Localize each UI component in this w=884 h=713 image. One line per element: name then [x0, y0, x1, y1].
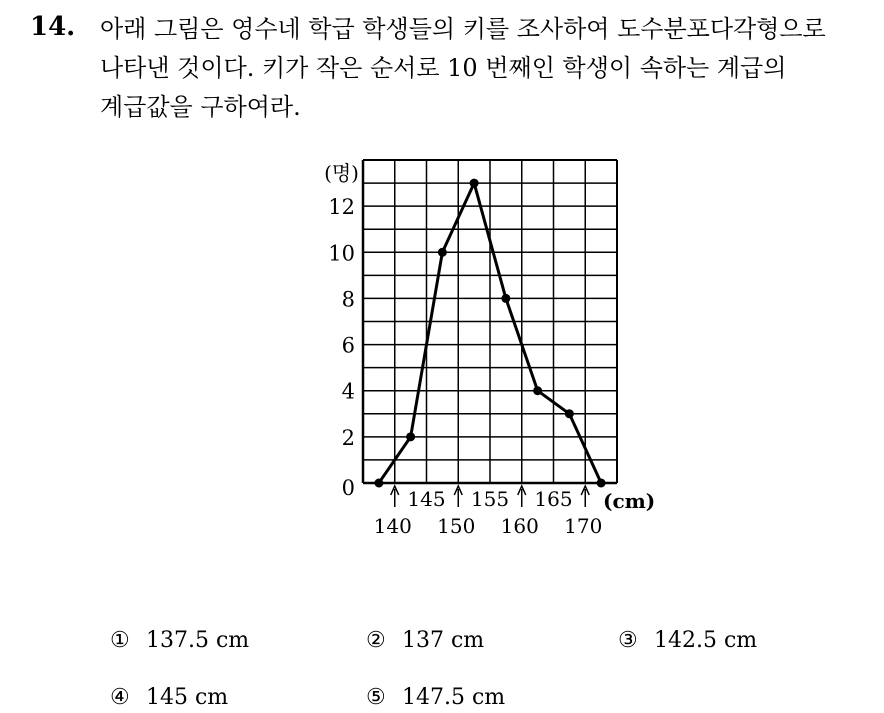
choice-mark: ⑤ — [366, 685, 386, 710]
choice-mark: ③ — [618, 628, 638, 653]
choice-mark: ④ — [110, 685, 130, 710]
choice-1[interactable] — [110, 626, 249, 656]
data-point — [374, 479, 383, 488]
question-number: 14. — [30, 12, 76, 42]
data-point — [470, 179, 479, 188]
y-unit-label: (명) — [324, 161, 359, 185]
x-tick-label-upper: 145 — [407, 487, 446, 511]
choice-3[interactable] — [618, 626, 757, 656]
y-tick-label: 4 — [341, 379, 355, 404]
y-tick-label: 6 — [341, 333, 355, 358]
question-text-line: 나타낸 것이다. 키가 작은 순서로 10 번째인 학생이 속하는 계급의 — [100, 54, 787, 82]
choice-4[interactable] — [110, 683, 228, 713]
data-point — [438, 248, 447, 257]
x-tick-label-upper: 165 — [534, 487, 573, 511]
data-point — [501, 294, 510, 303]
choice-text: 137 cm — [402, 628, 485, 653]
choice-text: 142.5 cm — [654, 628, 758, 653]
x-tick-label-lower: 160 — [500, 514, 539, 538]
data-point — [597, 479, 606, 488]
data-point — [406, 432, 415, 441]
x-tick-label-lower: 150 — [437, 514, 476, 538]
choice-text: 137.5 cm — [146, 628, 250, 653]
y-tick-label: 2 — [341, 425, 355, 450]
data-point — [533, 386, 542, 395]
data-point — [565, 409, 574, 418]
x-tick-label-upper: 155 — [470, 487, 510, 511]
choice-mark: ② — [366, 628, 386, 653]
choice-text: 145 cm — [146, 685, 229, 710]
choice-mark: ① — [110, 628, 130, 653]
y-tick-label: 10 — [328, 241, 355, 266]
y-tick-label: 8 — [341, 287, 355, 312]
x-unit-label: (cm) — [603, 489, 656, 513]
y-tick-label: 12 — [328, 195, 355, 220]
y-tick-label: 0 — [341, 476, 355, 500]
choice-2[interactable] — [366, 626, 484, 656]
question-text-line: 아래 그림은 영수네 학급 학생들의 키를 조사하여 도수분포다각형으로 — [100, 15, 826, 43]
choice-text: 147.5 cm — [402, 685, 506, 710]
x-tick-label-lower: 170 — [564, 514, 603, 538]
x-tick-label-lower: 140 — [373, 514, 412, 538]
question-text-line: 계급값을 구하여라. — [100, 93, 301, 121]
choice-5[interactable] — [366, 683, 505, 713]
